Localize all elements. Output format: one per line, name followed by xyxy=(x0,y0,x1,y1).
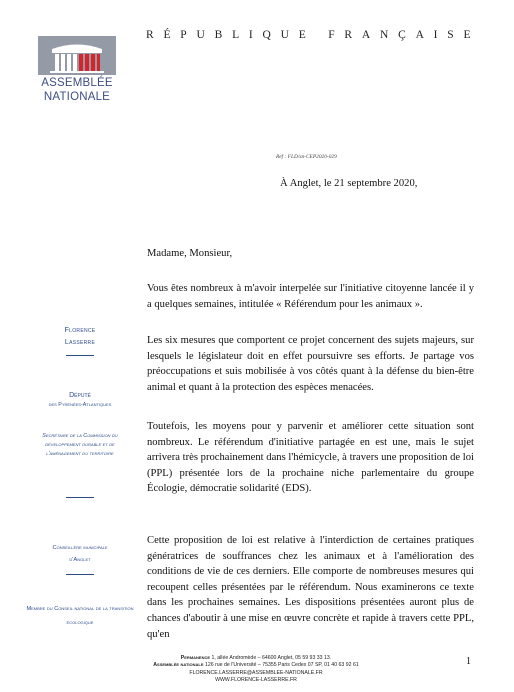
footer-website[interactable]: WWW.FLORENCE-LASSERRE.FR xyxy=(215,677,297,684)
page-number: 1 xyxy=(466,656,471,667)
footer-assemblee-line xyxy=(131,662,381,669)
footer-assemblee-label: Assemblée nationale xyxy=(153,662,204,669)
sidebar-divider xyxy=(20,355,140,356)
letter-footer xyxy=(131,655,381,685)
hemicycle-emblem-icon xyxy=(38,36,116,75)
letter-salutation: Madame, Monsieur, xyxy=(147,248,233,259)
letter-date: À Anglet, le 21 septembre 2020, xyxy=(280,178,418,189)
letter-paragraph: Toutefois, les moyens pour y parvenir et améliorer cette situation sont nombreux. Le référendum d'initiative partagée en est une, mais le sujet arrivera très prochainement dans l'hémicycle, à travers une proposition de loi (PPL) présentée lors de la prochaine niche parlementaire du groupe Écologie, démocratie solidarité (EDS). xyxy=(147,421,474,495)
sidebar-divider xyxy=(20,497,140,498)
republique-francaise-heading: RÉPUBLIQUE FRANÇAISE xyxy=(146,29,481,41)
logo-text-nationale: NATIONALE xyxy=(43,91,111,103)
footer-permanence-label: Permanence xyxy=(180,655,211,661)
sender-constituency: des Pyrénées-Atlantiques xyxy=(48,402,112,408)
letter-paragraph: Cette proposition de loi est relative à l'interdiction de certaines pratiques génératrices de souffrances chez les animaux et à l'amélioration des conditions de vie de ces derniers. Elle comporte de nombreuses mesures qui recoupent celles présentées par le référendum. Nous examinerons ce texte dans les prochaines semaines. Les dispositions présentées auront plus de chances d'aboutir à une mise en œuvre concrète et rapide à travers cette PPL, qu'en xyxy=(147,535,474,640)
sender-last-name: Lasserre xyxy=(64,339,96,346)
letter-paragraph: Les six mesures que comportent ce projet concernent des sujets majeurs, sur lesquels le législateur doit en effet poursuivre ses efforts. Je partage vos préoccupations et suis mobilisée à vos côtés quant à la défense du bien-être animal et quant à la protection des espèces menacées. xyxy=(147,335,474,393)
letter-paragraph: Vous êtes nombreux à m'avoir interpelée sur l'initiative citoyenne lancée il y a quelques semaines, intitulée « Référendum pour les animaux ». xyxy=(147,283,474,310)
sender-title: Député xyxy=(69,392,91,399)
sender-membership: Membre du Conseil national de la transition écologique xyxy=(26,606,134,626)
footer-permanence-address: 1, allée Andromède – 64600 Anglet, 05 59 93 33 13. xyxy=(211,655,332,661)
logo-text-assemblee: ASSEMBLÉE xyxy=(41,77,113,89)
footer-email[interactable]: FLORENCE.LASSERRE@ASSEMBLEE-NATIONALE.FR xyxy=(189,669,323,676)
assemblee-nationale-logo xyxy=(38,36,116,106)
sender-first-name: Florence xyxy=(64,327,96,334)
letter-reference: Ref : FLD/sn-CEP2020-029 xyxy=(276,154,337,160)
sidebar-divider xyxy=(20,574,140,575)
sender-municipal-role: Conseillère municipale d'Anglet xyxy=(52,545,108,563)
sender-commission: Secrétaire de la Commission du développement durable et de l'aménagement du territoire xyxy=(42,433,118,458)
footer-assemblee-address: 126 rue de l'Université – 75355 Paris Cedex 07 SP, 01 40 63 92 61 xyxy=(204,662,359,669)
footer-permanence-line xyxy=(131,655,381,662)
